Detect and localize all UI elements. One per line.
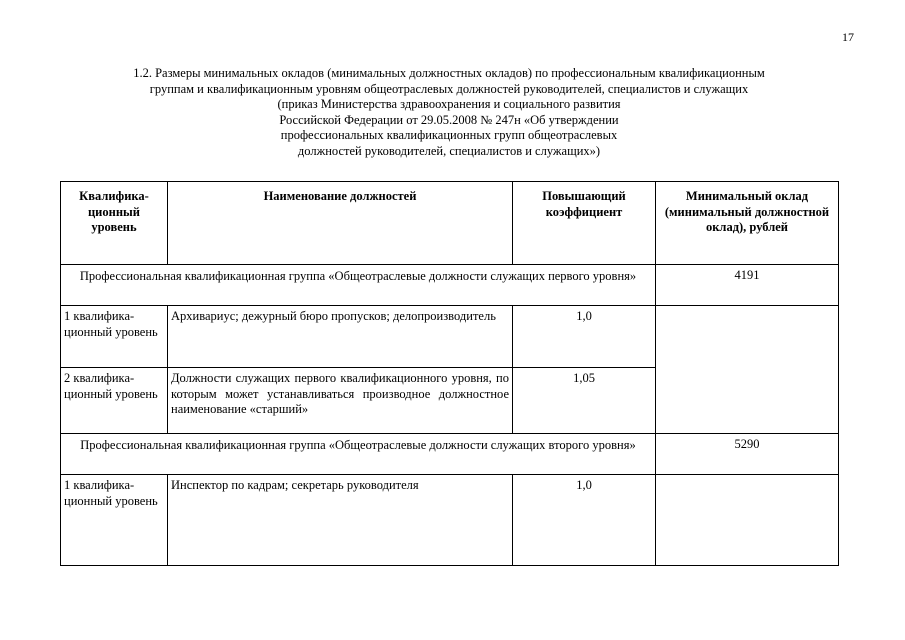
page-number: 17 xyxy=(842,30,854,44)
header-salary: Минимальный оклад (минимальный должностной оклад), рублей xyxy=(656,182,839,265)
salary-table xyxy=(60,181,839,566)
group-row xyxy=(61,265,839,306)
heading-line: профессиональных квалификационных групп общеотраслевых xyxy=(280,128,618,142)
section-heading xyxy=(60,66,838,159)
header-positions: Наименование должностей xyxy=(168,182,513,265)
coefficient-cell: 1,05 xyxy=(513,368,656,434)
positions-cell: Инспектор по кадрам; секретарь руководителя xyxy=(168,475,513,566)
level-cell: 1 квалифика-ционный уровень xyxy=(61,475,168,566)
group-salary: 4191 xyxy=(656,265,839,306)
coefficient-cell: 1,0 xyxy=(513,475,656,566)
heading-line: 1.2. Размеры минимальных окладов (минимальных должностных окладов) по профессиональным квалификационным xyxy=(133,66,765,80)
coefficient-cell: 1,0 xyxy=(513,306,656,368)
group-row xyxy=(61,434,839,475)
salary-cell-empty xyxy=(656,306,839,434)
heading-line: (приказ Министерства здравоохранения и социального развития xyxy=(277,97,621,111)
table-header-row xyxy=(61,182,839,265)
header-level: Квалифика-ционный уровень xyxy=(61,182,168,265)
positions-cell: Должности служащих первого квалификационного уровня, по которым может устанавливаться производное должностное наименование «старший» xyxy=(168,368,513,434)
level-cell: 2 квалифика-ционный уровень xyxy=(61,368,168,434)
heading-line: должностей руководителей, специалистов и служащих») xyxy=(297,143,601,158)
group-title: Профессиональная квалификационная группа «Общеотраслевые должности служащих первого уровня» xyxy=(61,265,656,306)
table-row xyxy=(61,306,839,368)
salary-cell-empty xyxy=(656,475,839,566)
header-coefficient: Повышающий коэффициент xyxy=(513,182,656,265)
group-title: Профессиональная квалификационная группа «Общеотраслевые должности служащих второго уровня» xyxy=(61,434,656,475)
positions-cell: Архивариус; дежурный бюро пропусков; делопроизводитель xyxy=(168,306,513,368)
heading-line: Российской Федерации от 29.05.2008 № 247н «Об утверждении xyxy=(279,112,619,127)
level-cell: 1 квалифика-ционный уровень xyxy=(61,306,168,368)
heading-line: группам и квалификационным уровням общеотраслевых должностей руководителей, специалистов и служащих xyxy=(149,81,749,96)
group-salary: 5290 xyxy=(656,434,839,475)
table-row xyxy=(61,475,839,566)
